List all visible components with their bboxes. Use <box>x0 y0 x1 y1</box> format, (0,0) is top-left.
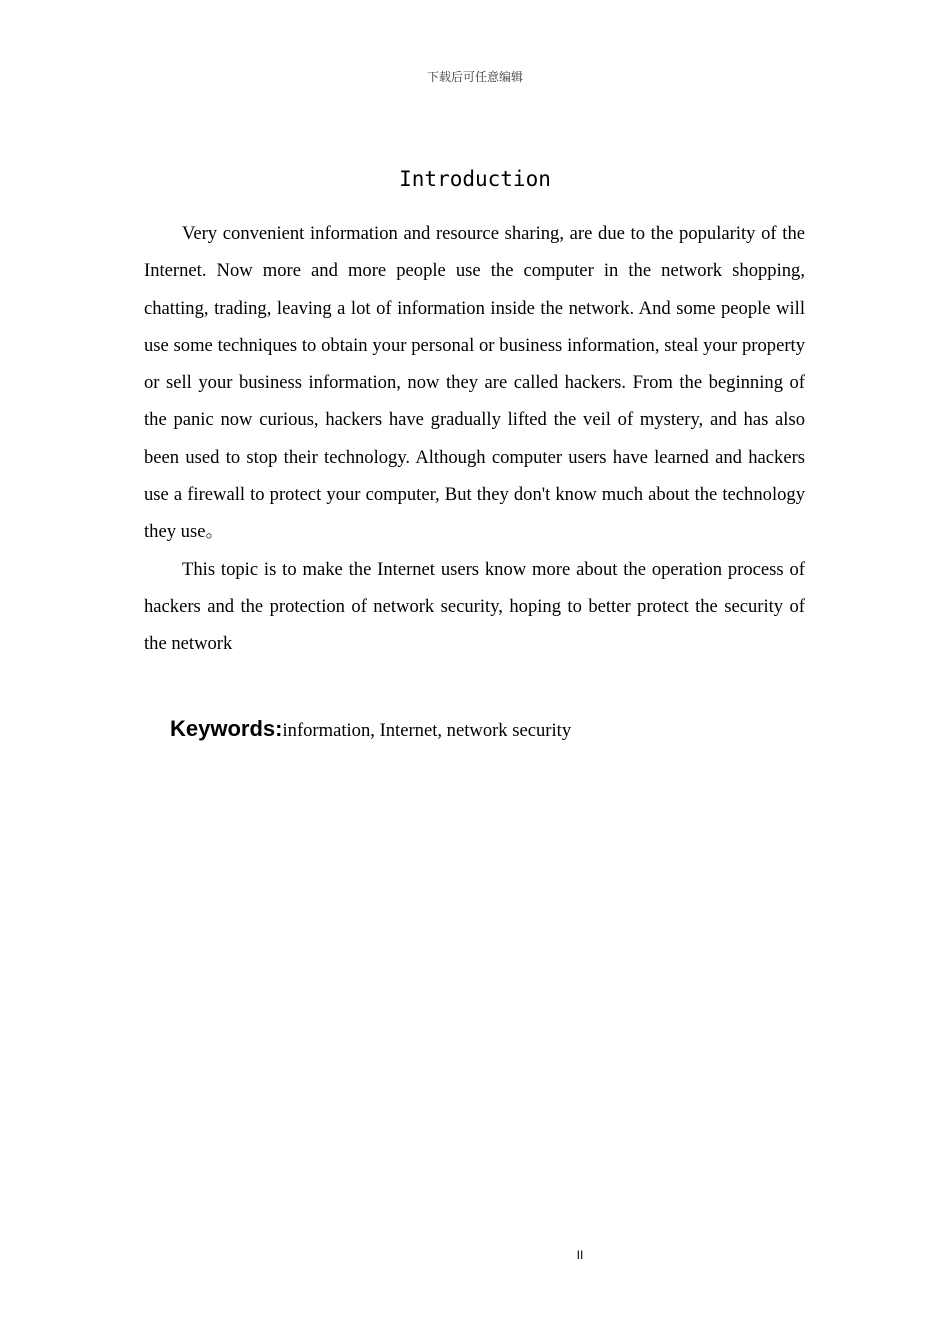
keywords-label: Keywords: <box>170 716 283 741</box>
document-body <box>144 215 805 663</box>
keywords-line <box>170 716 571 742</box>
page-title: Introduction <box>399 167 551 191</box>
body-paragraph: Very convenient information and resource sharing, are due to the popularity of the Internet. Now more and more people use the computer in the network shopping, chatting, trading, leaving a lot of information inside the network. And some people will use some techniques to obtain your personal or business information, steal your property or sell your business information, now they are called hackers. From the beginning of the panic now curious, hackers have gradually lifted the veil of mystery, and has also been used to stop their technology. Although computer users have learned and hackers use a firewall to protect your computer, But they don't know much about the technology they use。 <box>144 223 805 543</box>
page-header-note: 下载后可任意编辑 <box>426 70 523 84</box>
page-number: II <box>576 1248 584 1262</box>
keywords-value: information, Internet, network security <box>282 720 572 741</box>
body-paragraph: This topic is to make the Internet users know more about the operation process of hackers and the protection of network security, hoping to better protect the security of the network <box>144 558 805 655</box>
